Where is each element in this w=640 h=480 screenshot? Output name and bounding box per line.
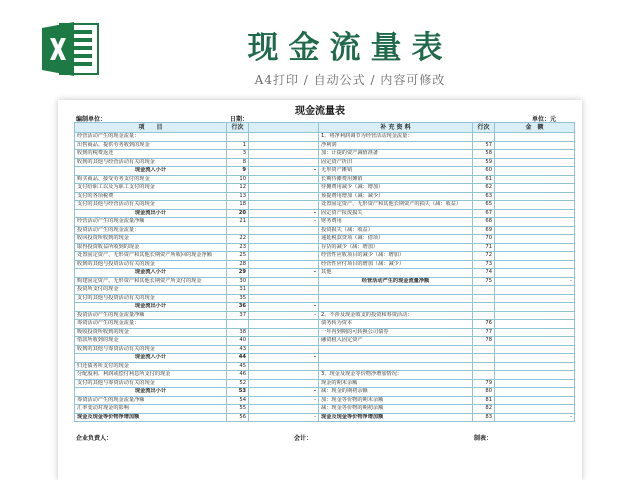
table-row bbox=[75, 362, 575, 371]
line-no-cell[interactable]: 38 bbox=[227, 328, 249, 337]
table-row bbox=[75, 388, 575, 397]
table-row bbox=[75, 354, 575, 363]
line-no-cell[interactable]: 18 bbox=[227, 201, 249, 210]
table-row bbox=[75, 379, 575, 388]
supplement-cell[interactable]: 固定资产折旧 bbox=[319, 158, 473, 167]
line-no-cell[interactable]: 28 bbox=[227, 260, 249, 269]
supp-amount-cell[interactable] bbox=[495, 201, 575, 210]
supp-amount-cell[interactable] bbox=[495, 260, 575, 269]
item-cell[interactable]: 收到的其他与经营活动有关的现金 bbox=[75, 158, 227, 167]
supp-line-no-cell[interactable] bbox=[473, 294, 495, 303]
line-no-cell[interactable]: 29 bbox=[227, 269, 249, 278]
supp-line-no-cell[interactable]: 75 bbox=[473, 277, 495, 286]
line-no-cell[interactable]: 20 bbox=[227, 209, 249, 218]
table-row bbox=[75, 218, 575, 227]
item-cell[interactable]: 投资活动产生的现金流量净额 bbox=[75, 311, 227, 320]
table-row bbox=[75, 175, 575, 184]
item-cell[interactable]: 现金流入小计 bbox=[75, 167, 227, 176]
table-row bbox=[75, 269, 575, 278]
header-line-no-right: 行次 bbox=[473, 123, 495, 133]
supplement-cell[interactable]: 无形资产摊销 bbox=[319, 167, 473, 176]
supp-amount-cell[interactable] bbox=[495, 371, 575, 380]
amount-cell[interactable] bbox=[249, 286, 319, 295]
banner-title: 现金流量表 bbox=[247, 30, 453, 66]
supplement-cell[interactable]: 其他 bbox=[319, 269, 473, 278]
supp-line-no-cell[interactable] bbox=[473, 311, 495, 320]
item-cell[interactable]: 经营活动产生的现金流量净额 bbox=[75, 218, 227, 227]
supp-amount-cell[interactable] bbox=[495, 320, 575, 329]
supp-amount-cell[interactable] bbox=[495, 303, 575, 312]
amount-cell[interactable] bbox=[249, 294, 319, 303]
supplement-cell[interactable]: 债务转为资本 bbox=[319, 320, 473, 329]
header-supplement: 补 充 资 料 bbox=[319, 123, 473, 133]
supplement-cell[interactable]: 加：现金等价物的期末余额 bbox=[319, 396, 473, 405]
amount-cell[interactable] bbox=[249, 277, 319, 286]
table-row bbox=[75, 303, 575, 312]
footer-tabulator: 制表： bbox=[474, 435, 493, 442]
line-no-cell[interactable]: 45 bbox=[227, 362, 249, 371]
supplement-cell[interactable] bbox=[319, 294, 473, 303]
item-cell[interactable]: 吸收投资所收到的现金 bbox=[75, 328, 227, 337]
supp-line-no-cell[interactable]: 69 bbox=[473, 226, 495, 235]
supp-line-no-cell[interactable] bbox=[473, 345, 495, 354]
supp-amount-cell[interactable] bbox=[495, 226, 575, 235]
excel-icon bbox=[40, 18, 102, 80]
footer-head: 企业负责人： bbox=[76, 435, 113, 442]
supp-amount-cell[interactable] bbox=[495, 388, 575, 397]
item-cell[interactable]: 支付的各项税费 bbox=[75, 192, 227, 201]
supp-line-no-cell[interactable]: 61 bbox=[473, 175, 495, 184]
supp-amount-cell[interactable] bbox=[495, 235, 575, 244]
amount-cell[interactable] bbox=[249, 235, 319, 244]
supp-amount-cell[interactable] bbox=[495, 345, 575, 354]
supp-line-no-cell[interactable]: 82 bbox=[473, 405, 495, 414]
line-no-cell[interactable]: 13 bbox=[227, 192, 249, 201]
banner-subtitle: A4打印 / 自动公式 / 内容可修改 bbox=[254, 73, 446, 87]
supplement-cell[interactable]: 固定资产报废损失 bbox=[319, 209, 473, 218]
amount-cell[interactable] bbox=[249, 201, 319, 210]
line-no-cell[interactable]: 10 bbox=[227, 175, 249, 184]
table-row bbox=[75, 320, 575, 329]
line-no-cell[interactable] bbox=[227, 320, 249, 329]
supplement-cell[interactable]: 处置固定资产、无形资产和其他长期资产的损失（减：收益） bbox=[319, 201, 473, 210]
line-no-cell[interactable]: 43 bbox=[227, 345, 249, 354]
supp-line-no-cell[interactable]: 62 bbox=[473, 184, 495, 193]
supplement-cell[interactable]: 经营活动产生的现金流量净额 bbox=[319, 277, 473, 286]
item-cell[interactable]: 收到的其他与筹资活动有关的现金 bbox=[75, 345, 227, 354]
supp-line-no-cell[interactable]: 71 bbox=[473, 243, 495, 252]
supp-line-no-cell[interactable]: 81 bbox=[473, 396, 495, 405]
supplement-cell[interactable] bbox=[319, 362, 473, 371]
line-no-cell[interactable]: 54 bbox=[227, 396, 249, 405]
line-no-cell[interactable]: 44 bbox=[227, 354, 249, 363]
supplement-cell[interactable]: 递延税款贷项（减：借项） bbox=[319, 235, 473, 244]
line-no-cell[interactable]: 9 bbox=[227, 167, 249, 176]
supp-line-no-cell[interactable] bbox=[473, 362, 495, 371]
amount-cell[interactable] bbox=[249, 226, 319, 235]
supp-amount-cell[interactable] bbox=[495, 294, 575, 303]
supp-amount-cell[interactable] bbox=[495, 184, 575, 193]
supp-line-no-cell[interactable]: 70 bbox=[473, 235, 495, 244]
table-row bbox=[75, 294, 575, 303]
amount-cell[interactable] bbox=[249, 345, 319, 354]
supp-line-no-cell[interactable] bbox=[473, 286, 495, 295]
supp-amount-cell[interactable] bbox=[495, 141, 575, 150]
table-row bbox=[75, 396, 575, 405]
item-cell[interactable]: 经营活动产生的现金流量： bbox=[75, 133, 227, 142]
supp-amount-cell[interactable] bbox=[495, 175, 575, 184]
supp-line-no-cell[interactable]: 79 bbox=[473, 379, 495, 388]
supp-amount-cell[interactable] bbox=[495, 286, 575, 295]
item-cell[interactable]: 支付的其他与投资活动有关的现金 bbox=[75, 294, 227, 303]
line-no-cell[interactable]: 22 bbox=[227, 235, 249, 244]
item-cell[interactable]: 投资活动产生的现金流量： bbox=[75, 226, 227, 235]
amount-cell[interactable] bbox=[249, 328, 319, 337]
supp-line-no-cell[interactable] bbox=[473, 371, 495, 380]
supp-amount-cell[interactable]: - bbox=[495, 277, 575, 286]
table-row bbox=[75, 150, 575, 159]
item-cell[interactable]: 筹资活动产生的现金流量净额 bbox=[75, 396, 227, 405]
supplement-cell[interactable]: 存货的减少（减：增加） bbox=[319, 243, 473, 252]
table-row bbox=[75, 235, 575, 244]
supp-amount-cell[interactable] bbox=[495, 252, 575, 261]
amount-cell[interactable] bbox=[249, 260, 319, 269]
supp-amount-cell[interactable] bbox=[495, 192, 575, 201]
line-no-cell[interactable]: 40 bbox=[227, 337, 249, 346]
supp-amount-cell[interactable] bbox=[495, 337, 575, 346]
supp-line-no-cell[interactable]: 65 bbox=[473, 201, 495, 210]
supp-line-no-cell[interactable]: 57 bbox=[473, 141, 495, 150]
line-no-cell[interactable] bbox=[227, 133, 249, 142]
header-amount: 金 额 bbox=[495, 123, 575, 133]
table-row bbox=[75, 337, 575, 346]
amount-cell[interactable] bbox=[249, 175, 319, 184]
amount-cell[interactable]: - bbox=[249, 209, 319, 218]
banner bbox=[0, 0, 640, 100]
item-cell[interactable]: 现金流出小计 bbox=[75, 303, 227, 312]
supplement-cell[interactable]: 1、将净利润调节为经营活动现金流量： bbox=[319, 133, 473, 142]
supplement-cell[interactable]: 预提费用增加（减：减少） bbox=[319, 192, 473, 201]
supplement-cell[interactable]: 经营性应收项目的减少（减：增加） bbox=[319, 252, 473, 261]
amount-cell[interactable] bbox=[249, 379, 319, 388]
item-cell[interactable]: 投资所支付的现金 bbox=[75, 286, 227, 295]
item-cell[interactable]: 购建固定资产、无形资产和其他长期资产所支付的现金 bbox=[75, 277, 227, 286]
item-cell[interactable]: 出售商品、提供劳务收到的现金 bbox=[75, 141, 227, 150]
line-no-cell[interactable]: 36 bbox=[227, 303, 249, 312]
amount-cell[interactable]: - bbox=[249, 303, 319, 312]
supp-line-no-cell[interactable]: 78 bbox=[473, 337, 495, 346]
supplement-cell[interactable]: 经营性应付项目的增加（减：减少） bbox=[319, 260, 473, 269]
supp-line-no-cell[interactable]: 63 bbox=[473, 192, 495, 201]
supplement-cell[interactable]: 待摊费用减少（减：增加） bbox=[319, 184, 473, 193]
cashflow-table bbox=[74, 122, 575, 422]
line-no-cell[interactable]: 53 bbox=[227, 388, 249, 397]
supp-amount-cell[interactable] bbox=[495, 354, 575, 363]
item-cell[interactable]: 现金流入小计 bbox=[75, 269, 227, 278]
amount-cell[interactable] bbox=[249, 405, 319, 414]
supp-amount-cell[interactable] bbox=[495, 167, 575, 176]
item-cell[interactable]: 汇率变动对现金的影响 bbox=[75, 405, 227, 414]
line-no-cell[interactable]: 56 bbox=[227, 413, 249, 422]
unit-label: 编制单位： bbox=[76, 116, 107, 123]
item-cell[interactable]: 现金流出小计 bbox=[75, 209, 227, 218]
line-no-cell[interactable]: 31 bbox=[227, 286, 249, 295]
line-no-cell[interactable]: 35 bbox=[227, 294, 249, 303]
line-no-cell[interactable]: 30 bbox=[227, 277, 249, 286]
supplement-cell[interactable]: 财务费用 bbox=[319, 218, 473, 227]
table-row bbox=[75, 133, 575, 142]
table-row bbox=[75, 201, 575, 210]
supp-line-no-cell[interactable]: 67 bbox=[473, 209, 495, 218]
supp-line-no-cell[interactable] bbox=[473, 303, 495, 312]
supp-line-no-cell[interactable]: 83 bbox=[473, 413, 495, 422]
supplement-cell[interactable]: 一年内到期的可转换公司债券 bbox=[319, 328, 473, 337]
supp-amount-cell[interactable] bbox=[495, 328, 575, 337]
item-cell[interactable]: 收到的税费返还 bbox=[75, 150, 227, 159]
table-row bbox=[75, 328, 575, 337]
table-row bbox=[75, 252, 575, 261]
supp-line-no-cell[interactable]: 60 bbox=[473, 167, 495, 176]
item-cell[interactable]: 借款所收到的现金 bbox=[75, 337, 227, 346]
table-row bbox=[75, 192, 575, 201]
table-row bbox=[75, 167, 575, 176]
item-cell[interactable]: 现金流入小计 bbox=[75, 354, 227, 363]
amount-cell[interactable] bbox=[249, 243, 319, 252]
line-no-cell[interactable]: 37 bbox=[227, 311, 249, 320]
supplement-cell[interactable]: 3、现金及现金等价物净增加情况： bbox=[319, 371, 473, 380]
line-no-cell[interactable] bbox=[227, 226, 249, 235]
line-no-cell[interactable]: 8 bbox=[227, 158, 249, 167]
supp-amount-cell[interactable] bbox=[495, 396, 575, 405]
date-label: 日期： bbox=[230, 116, 249, 123]
supp-amount-cell[interactable] bbox=[495, 362, 575, 371]
sheet-title: 现金流量表 bbox=[295, 106, 345, 117]
supplement-cell[interactable]: 投资损失（减：收益） bbox=[319, 226, 473, 235]
supp-amount-cell[interactable] bbox=[495, 209, 575, 218]
supplement-cell[interactable]: 净利润 bbox=[319, 141, 473, 150]
table-row bbox=[75, 141, 575, 150]
amount-cell[interactable] bbox=[249, 150, 319, 159]
item-cell[interactable]: 支付给职工以及为职工支付的现金 bbox=[75, 184, 227, 193]
amount-cell[interactable]: - bbox=[249, 388, 319, 397]
supplement-cell[interactable] bbox=[319, 286, 473, 295]
supp-line-no-cell[interactable] bbox=[473, 354, 495, 363]
supplement-cell[interactable]: 现金的期末余额 bbox=[319, 379, 473, 388]
amount-cell[interactable] bbox=[249, 141, 319, 150]
supp-line-no-cell[interactable]: 73 bbox=[473, 260, 495, 269]
table-row bbox=[75, 345, 575, 354]
supp-amount-cell[interactable] bbox=[495, 218, 575, 227]
table-row bbox=[75, 277, 575, 286]
amount-cell[interactable] bbox=[249, 337, 319, 346]
supp-amount-cell[interactable] bbox=[495, 379, 575, 388]
footer-accountant: 会计： bbox=[294, 435, 313, 442]
amount-cell[interactable]: - bbox=[249, 396, 319, 405]
amount-cell[interactable] bbox=[249, 362, 319, 371]
amount-cell[interactable] bbox=[249, 133, 319, 142]
supp-line-no-cell[interactable]: 68 bbox=[473, 218, 495, 227]
supplement-cell[interactable] bbox=[319, 354, 473, 363]
supplement-cell[interactable]: 加：计提的资产减值准备 bbox=[319, 150, 473, 159]
supp-amount-cell[interactable] bbox=[495, 405, 575, 414]
table-header-row bbox=[75, 123, 575, 133]
item-cell[interactable]: 筹资活动产生的现金流量： bbox=[75, 320, 227, 329]
supplement-cell[interactable]: 减：现金的期初余额 bbox=[319, 388, 473, 397]
line-no-cell[interactable]: 21 bbox=[227, 218, 249, 227]
item-cell[interactable]: 归还债务所支付的现金 bbox=[75, 362, 227, 371]
table-row bbox=[75, 184, 575, 193]
currency-label: 单位：元 bbox=[532, 116, 557, 123]
item-cell[interactable]: 现金流出小计 bbox=[75, 388, 227, 397]
amount-cell[interactable] bbox=[249, 192, 319, 201]
table-row bbox=[75, 243, 575, 252]
line-no-cell[interactable]: 1 bbox=[227, 141, 249, 150]
item-cell[interactable]: 取得投资收益所收到的现金 bbox=[75, 243, 227, 252]
cashflow-sheet bbox=[58, 100, 582, 480]
header-item: 项 目 bbox=[75, 123, 227, 133]
header-line-no: 行次 bbox=[227, 123, 249, 133]
supplement-cell[interactable] bbox=[319, 303, 473, 312]
amount-cell[interactable]: - bbox=[249, 413, 319, 422]
item-cell[interactable]: 收到的其他与投资活动有关的现金 bbox=[75, 260, 227, 269]
supp-amount-cell[interactable] bbox=[495, 311, 575, 320]
supp-amount-cell[interactable] bbox=[495, 243, 575, 252]
table-row bbox=[75, 286, 575, 295]
line-no-cell[interactable]: 55 bbox=[227, 405, 249, 414]
header-amount-left bbox=[249, 123, 319, 133]
item-cell[interactable]: 处置固定资产、无形资产和其他长期资产所收回的现金净额 bbox=[75, 252, 227, 261]
item-cell[interactable]: 收回投资所收到的现金 bbox=[75, 235, 227, 244]
supp-amount-cell[interactable] bbox=[495, 158, 575, 167]
table-row bbox=[75, 158, 575, 167]
table-row bbox=[75, 413, 575, 422]
supp-amount-cell[interactable] bbox=[495, 269, 575, 278]
amount-cell[interactable]: - bbox=[249, 218, 319, 227]
supplement-cell[interactable]: 融资租入固定资产 bbox=[319, 337, 473, 346]
supp-amount-cell[interactable] bbox=[495, 150, 575, 159]
table-row bbox=[75, 405, 575, 414]
supp-line-no-cell[interactable]: 76 bbox=[473, 320, 495, 329]
amount-cell[interactable]: - bbox=[249, 354, 319, 363]
table-row bbox=[75, 371, 575, 380]
table-row bbox=[75, 209, 575, 218]
line-no-cell[interactable]: 25 bbox=[227, 252, 249, 261]
item-cell[interactable]: 支付的其他与筹资活动有关的现金 bbox=[75, 379, 227, 388]
item-cell[interactable]: 购买商品、接受劳务支付的现金 bbox=[75, 175, 227, 184]
amount-cell[interactable]: - bbox=[249, 167, 319, 176]
item-cell[interactable]: 现金及现金等价物净增加额 bbox=[75, 413, 227, 422]
amount-cell[interactable] bbox=[249, 320, 319, 329]
supplement-cell[interactable] bbox=[319, 345, 473, 354]
table-row bbox=[75, 260, 575, 269]
supp-line-no-cell[interactable]: 74 bbox=[473, 269, 495, 278]
line-no-cell[interactable]: 52 bbox=[227, 379, 249, 388]
line-no-cell[interactable]: 46 bbox=[227, 371, 249, 380]
supp-line-no-cell[interactable]: 72 bbox=[473, 252, 495, 261]
table-row bbox=[75, 226, 575, 235]
supp-line-no-cell[interactable]: 80 bbox=[473, 388, 495, 397]
amount-cell[interactable] bbox=[249, 158, 319, 167]
line-no-cell[interactable]: 23 bbox=[227, 243, 249, 252]
amount-cell[interactable] bbox=[249, 252, 319, 261]
item-cell[interactable]: 分配股利、利润或偿付利息所支付的现金 bbox=[75, 371, 227, 380]
supp-line-no-cell[interactable]: 77 bbox=[473, 328, 495, 337]
supp-line-no-cell[interactable]: 58 bbox=[473, 150, 495, 159]
supp-line-no-cell[interactable]: 59 bbox=[473, 158, 495, 167]
amount-cell[interactable] bbox=[249, 184, 319, 193]
supp-amount-cell[interactable] bbox=[495, 133, 575, 142]
line-no-cell[interactable]: 12 bbox=[227, 184, 249, 193]
item-cell[interactable]: 支付的其他与经营活动有关的现金 bbox=[75, 201, 227, 210]
supp-line-no-cell[interactable] bbox=[473, 133, 495, 142]
amount-cell[interactable] bbox=[249, 371, 319, 380]
amount-cell[interactable]: - bbox=[249, 311, 319, 320]
supp-amount-cell[interactable]: - bbox=[495, 413, 575, 422]
supplement-cell[interactable]: 2、不涉及现金收支的投资和筹资活动： bbox=[319, 311, 473, 320]
table-row bbox=[75, 311, 575, 320]
supplement-cell[interactable]: 减：现金等价物的期初余额 bbox=[319, 405, 473, 414]
line-no-cell[interactable]: 3 bbox=[227, 150, 249, 159]
supplement-cell[interactable]: 现金及现金等价物净增加额 bbox=[319, 413, 473, 422]
supplement-cell[interactable]: 长期待摊费用摊销 bbox=[319, 175, 473, 184]
amount-cell[interactable]: - bbox=[249, 269, 319, 278]
